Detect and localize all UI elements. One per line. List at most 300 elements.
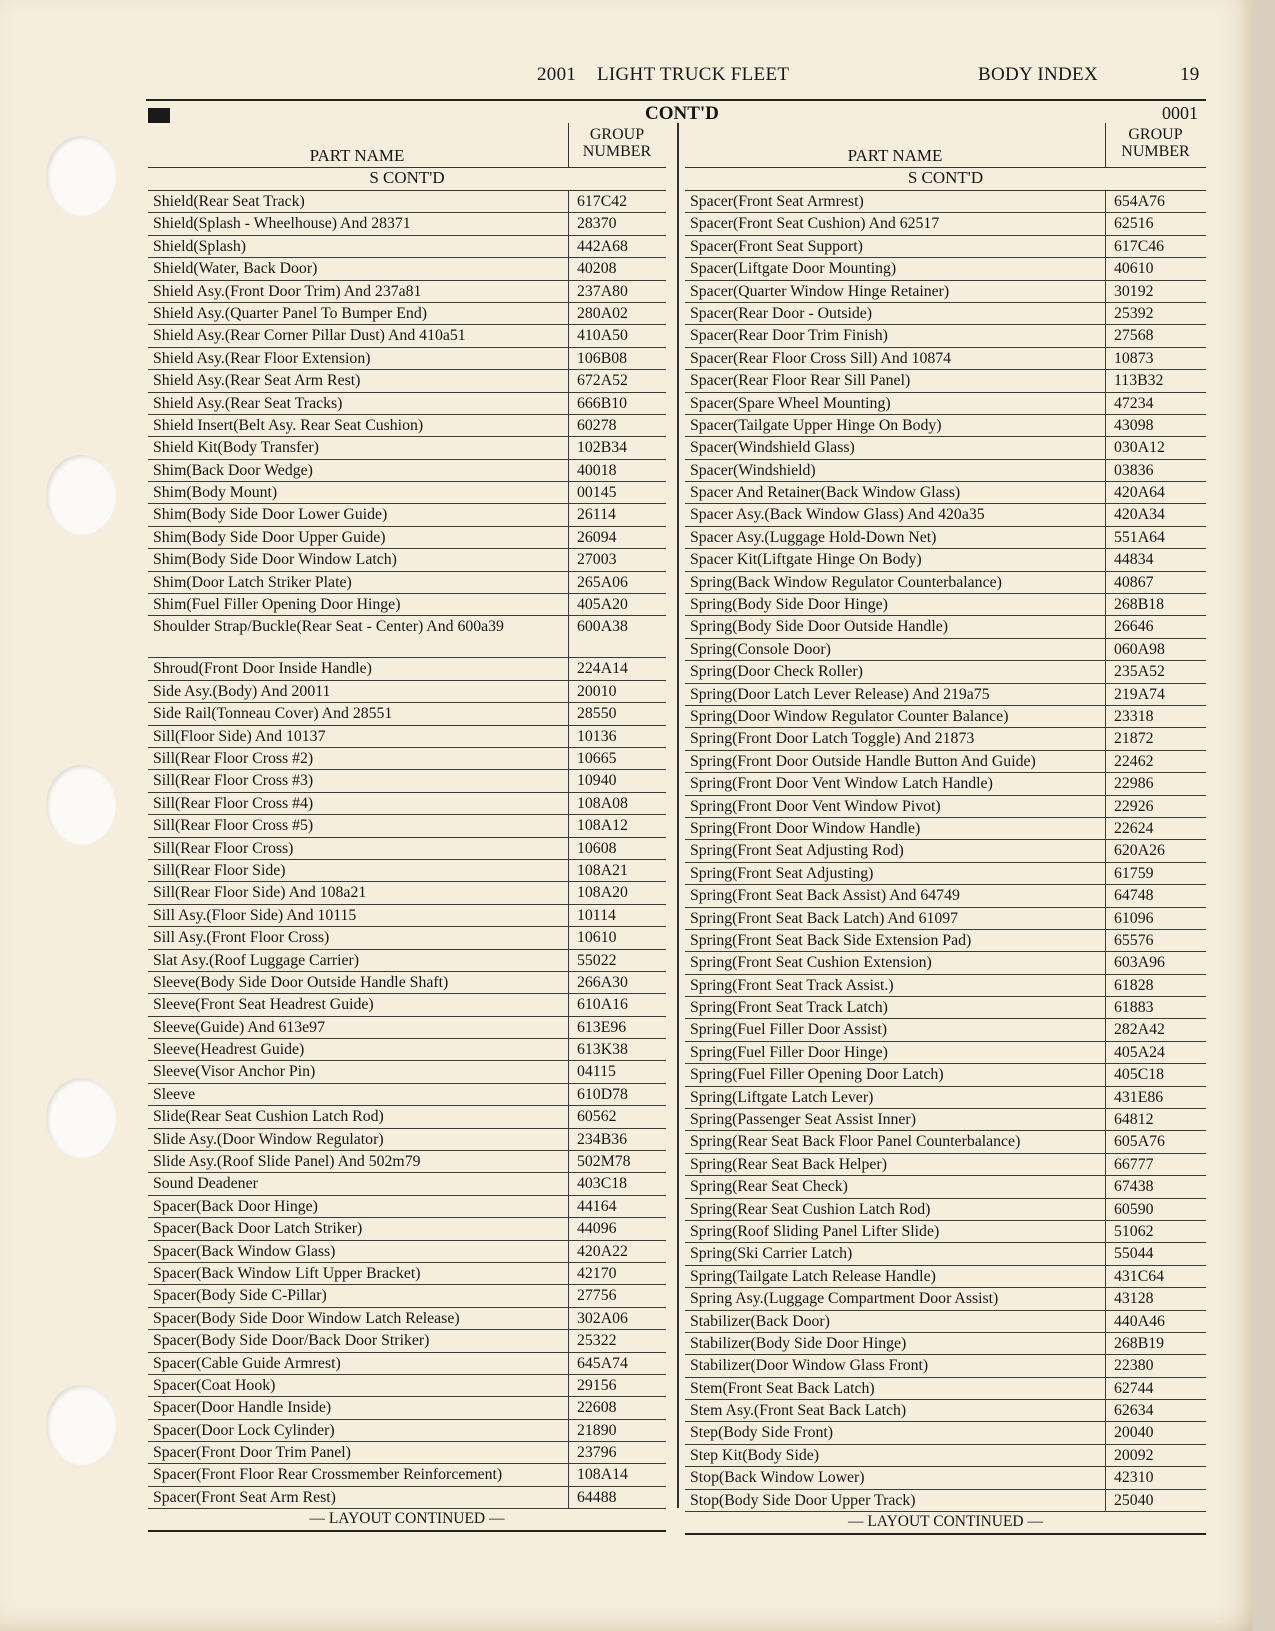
part-name: Spring(Fuel Filler Opening Door Latch) xyxy=(690,1066,944,1084)
column-divider xyxy=(1105,885,1106,906)
table-row xyxy=(148,437,666,459)
table-row xyxy=(148,838,666,860)
table-row xyxy=(685,1490,1206,1512)
group-number: 26114 xyxy=(577,506,616,524)
header-year: 2001 xyxy=(537,64,577,85)
table-row xyxy=(685,1311,1206,1333)
column-divider xyxy=(568,972,569,993)
group-number: 44834 xyxy=(1114,551,1154,569)
group-number-heading xyxy=(568,126,666,160)
part-name: Spring(Front Seat Track Assist.) xyxy=(690,976,894,994)
column-divider xyxy=(1105,818,1106,839)
table-row xyxy=(148,281,666,303)
table-row xyxy=(148,236,666,258)
right-column xyxy=(685,123,1206,1535)
column-divider xyxy=(568,1308,569,1329)
table-row xyxy=(148,1353,666,1375)
group-number: 25322 xyxy=(577,1332,617,1350)
header-rule xyxy=(146,99,1206,101)
part-name: Shield(Water, Back Door) xyxy=(153,260,318,278)
group-number: 20092 xyxy=(1114,1446,1154,1464)
group-number: 282A42 xyxy=(1114,1021,1165,1039)
column-divider xyxy=(568,726,569,747)
table-row xyxy=(685,908,1206,930)
table-row xyxy=(685,482,1206,504)
column-divider xyxy=(568,1487,569,1508)
group-number: 268B19 xyxy=(1114,1334,1165,1352)
part-name: Spacer Asy.(Luggage Hold-Down Net) xyxy=(690,528,937,546)
part-name: Spring(Passenger Seat Assist Inner) xyxy=(690,1111,916,1129)
column-divider xyxy=(568,1061,569,1082)
column-divider xyxy=(1105,1019,1106,1040)
column-divider xyxy=(568,281,569,302)
table-row xyxy=(148,1397,666,1419)
part-name: Stabilizer(Door Window Glass Front) xyxy=(690,1357,929,1375)
part-name: Shield(Rear Seat Track) xyxy=(153,193,305,210)
part-name: Spacer(Tailgate Upper Hinge On Body) xyxy=(690,416,942,434)
table-row xyxy=(148,1241,666,1263)
binder-hole xyxy=(46,455,116,535)
column-divider xyxy=(568,437,569,458)
table-row xyxy=(685,437,1206,459)
column-divider xyxy=(1105,840,1106,861)
column-divider xyxy=(1105,1355,1106,1376)
part-name: Slide Asy.(Roof Slide Panel) And 502m79 xyxy=(153,1153,421,1171)
column-divider xyxy=(1105,661,1106,682)
column-divider xyxy=(1105,393,1106,414)
table-row xyxy=(148,1151,666,1173)
table-row xyxy=(685,236,1206,258)
table-row xyxy=(685,504,1206,526)
group-number: 603A96 xyxy=(1114,954,1165,972)
part-name: Spacer(Quarter Window Hinge Retainer) xyxy=(690,282,950,300)
table-row xyxy=(148,1084,666,1106)
table-row xyxy=(685,773,1206,795)
column-divider xyxy=(1105,975,1106,996)
part-name: Spring(Tailgate Latch Release Handle) xyxy=(690,1267,936,1285)
table-row xyxy=(685,1445,1206,1467)
group-number: 44096 xyxy=(577,1220,617,1238)
column-divider xyxy=(1105,728,1106,749)
part-name: Spring(Fuel Filler Door Hinge) xyxy=(690,1043,888,1061)
table-row xyxy=(148,1106,666,1128)
column-divider xyxy=(568,703,569,724)
group-number: 26646 xyxy=(1114,618,1154,636)
table-row xyxy=(685,1355,1206,1377)
page-edge xyxy=(1252,0,1275,1631)
column-divider xyxy=(568,1420,569,1441)
group-number: 030A12 xyxy=(1114,439,1165,457)
group-number: 62516 xyxy=(1114,215,1154,233)
column-divider xyxy=(568,348,569,369)
group-number: 10136 xyxy=(577,727,617,745)
column-divider xyxy=(568,927,569,948)
column-divider xyxy=(1105,684,1106,705)
table-row xyxy=(148,258,666,280)
table-row xyxy=(685,1378,1206,1400)
group-number: 30192 xyxy=(1114,282,1154,300)
group-number: 60562 xyxy=(577,1108,617,1126)
group-number: 04115 xyxy=(577,1063,616,1081)
group-number: 108A08 xyxy=(577,794,628,812)
part-name: Spacer(Back Window Glass) xyxy=(153,1242,336,1260)
group-number: 610D78 xyxy=(577,1085,628,1103)
column-divider xyxy=(1105,1400,1106,1421)
part-name: Spring(Rear Seat Back Floor Panel Counterbalance) xyxy=(690,1133,1021,1151)
center-divider xyxy=(677,123,679,1508)
group-number: 108A21 xyxy=(577,861,628,879)
table-row xyxy=(148,994,666,1016)
part-name: Spacer(Liftgate Door Mounting) xyxy=(690,260,897,278)
part-name: Spring(Body Side Door Hinge) xyxy=(690,596,888,614)
column-divider xyxy=(568,1375,569,1396)
part-name: Spacer(Front Seat Cushion) And 62517 xyxy=(690,215,940,233)
column-divider xyxy=(568,482,569,503)
table-row xyxy=(685,1400,1206,1422)
group-number: 613K38 xyxy=(577,1041,628,1059)
group-number: 551A64 xyxy=(1114,528,1165,546)
part-name: Spring(Front Door Vent Window Pivot) xyxy=(690,797,941,815)
part-name: Side Rail(Tonneau Cover) And 28551 xyxy=(153,705,393,723)
group-heading-line1: GROUP xyxy=(589,126,645,143)
part-name: Shield Asy.(Rear Corner Pillar Dust) And 410a51 xyxy=(153,327,466,345)
column-divider xyxy=(568,504,569,525)
table-row xyxy=(685,1176,1206,1198)
column-divider xyxy=(1105,997,1106,1018)
table-row xyxy=(685,1243,1206,1265)
part-name: Sill(Rear Floor Cross #4) xyxy=(153,794,314,812)
part-name: Spacer(Front Seat Arm Rest) xyxy=(153,1488,336,1506)
part-name: Spring(Door Check Roller) xyxy=(690,663,863,681)
group-number: 20040 xyxy=(1114,1424,1154,1442)
header-title: LIGHT TRUCK FLEET xyxy=(597,64,790,85)
group-number: 645A74 xyxy=(577,1354,628,1372)
group-number: 64812 xyxy=(1114,1111,1154,1129)
table-row xyxy=(148,504,666,526)
group-number: 234B36 xyxy=(577,1130,628,1148)
part-name: Sleeve xyxy=(153,1085,196,1103)
page-number: 19 xyxy=(1180,64,1200,85)
group-number: 403C18 xyxy=(577,1175,628,1193)
table-row xyxy=(148,927,666,949)
group-number: 605A76 xyxy=(1114,1133,1165,1151)
group-number: 29156 xyxy=(577,1376,617,1394)
part-name: Spacer Kit(Liftgate Hinge On Body) xyxy=(690,551,922,569)
column-divider xyxy=(1105,773,1106,794)
part-name: Spring(Roof Sliding Panel Lifter Slide) xyxy=(690,1222,940,1240)
column-divider xyxy=(1105,572,1106,593)
column-divider xyxy=(568,793,569,814)
group-number: 51062 xyxy=(1114,1222,1154,1240)
group-number: 666B10 xyxy=(577,394,628,412)
group-number: 21872 xyxy=(1114,730,1154,748)
table-row xyxy=(685,303,1206,325)
part-name: Spacer(Door Handle Inside) xyxy=(153,1399,332,1417)
table-row xyxy=(148,213,666,235)
group-number: 22624 xyxy=(1114,819,1154,837)
part-name: Spring(Front Seat Adjusting) xyxy=(690,864,874,882)
column-divider xyxy=(1105,1087,1106,1108)
part-name: Spacer(Rear Door - Outside) xyxy=(690,304,873,322)
part-name: Spacer(Body Side Door Window Latch Release) xyxy=(153,1309,460,1327)
table-row xyxy=(148,1420,666,1442)
group-number: 442A68 xyxy=(577,237,628,255)
table-row xyxy=(685,1042,1206,1064)
contd-title: CONT'D xyxy=(645,103,719,124)
table-row xyxy=(685,1333,1206,1355)
group-number: 60590 xyxy=(1114,1200,1154,1218)
table-row xyxy=(685,639,1206,661)
column-divider xyxy=(1105,796,1106,817)
part-name: Side Asy.(Body) And 20011 xyxy=(153,682,331,700)
column-divider xyxy=(568,1263,569,1284)
group-number: 28370 xyxy=(577,215,617,233)
part-name: Spring(Front Door Vent Window Latch Handle) xyxy=(690,775,993,793)
group-number: 55022 xyxy=(577,951,617,969)
group-number: 10114 xyxy=(577,906,616,924)
part-name: Spacer(Front Seat Support) xyxy=(690,237,863,255)
part-name: Spacer(Windshield Glass) xyxy=(690,439,855,457)
column-divider xyxy=(568,1241,569,1262)
part-name: Spacer(Front Floor Rear Crossmember Reinforcement) xyxy=(153,1466,503,1484)
table-row xyxy=(685,1288,1206,1310)
group-number: 10873 xyxy=(1114,349,1154,367)
part-name: Shield Kit(Body Transfer) xyxy=(153,439,319,457)
part-name: Shield Asy.(Rear Seat Tracks) xyxy=(153,394,343,412)
group-number: 65576 xyxy=(1114,931,1154,949)
group-number: 26094 xyxy=(577,528,617,546)
part-name-heading: PART NAME xyxy=(309,146,405,165)
column-divider xyxy=(1105,236,1106,257)
group-number: 55044 xyxy=(1114,1245,1154,1263)
table-row xyxy=(148,1218,666,1240)
part-name: Shield(Splash) xyxy=(153,237,247,255)
column-divider xyxy=(568,1353,569,1374)
table-row xyxy=(685,1064,1206,1086)
group-number: 268B18 xyxy=(1114,596,1165,614)
part-name: Spring(Front Seat Adjusting Rod) xyxy=(690,842,904,860)
table-row xyxy=(685,930,1206,952)
group-number: 280A02 xyxy=(577,304,628,322)
group-number: 617C42 xyxy=(577,193,628,210)
group-number: 60278 xyxy=(577,416,617,434)
table-row xyxy=(685,684,1206,706)
table-row xyxy=(148,1061,666,1083)
table-row xyxy=(685,840,1206,862)
column-divider xyxy=(1105,1243,1106,1264)
part-name: Shim(Fuel Filler Opening Door Hinge) xyxy=(153,596,401,614)
column-divider xyxy=(1105,1131,1106,1152)
part-name: Shroud(Front Door Inside Handle) xyxy=(153,660,372,678)
part-name: Spacer(Rear Door Trim Finish) xyxy=(690,327,888,345)
group-number: 40867 xyxy=(1114,573,1154,591)
column-divider xyxy=(1105,482,1106,503)
column-divider xyxy=(1105,1333,1106,1354)
table-row xyxy=(685,706,1206,728)
table-row xyxy=(148,616,666,658)
group-number: 102B34 xyxy=(577,439,628,457)
table-row xyxy=(685,527,1206,549)
column-divider xyxy=(1105,460,1106,481)
column-divider xyxy=(568,860,569,881)
part-name: Stop(Body Side Door Upper Track) xyxy=(690,1491,916,1509)
part-name: Spring(Front Door Latch Toggle) And 21873 xyxy=(690,730,975,748)
group-number: 420A22 xyxy=(577,1242,628,1260)
table-row xyxy=(148,1017,666,1039)
column-divider xyxy=(1105,1378,1106,1399)
group-number: 302A06 xyxy=(577,1309,628,1327)
part-name: Stem(Front Seat Back Latch) xyxy=(690,1379,875,1397)
column-divider xyxy=(1105,706,1106,727)
part-name: Shield Insert(Belt Asy. Rear Seat Cushion) xyxy=(153,416,424,434)
part-name: Sleeve(Body Side Door Outside Handle Shaft) xyxy=(153,973,449,991)
group-number: 66777 xyxy=(1114,1155,1154,1173)
table-row xyxy=(685,1467,1206,1489)
part-name: Sill Asy.(Front Floor Cross) xyxy=(153,929,330,947)
column-divider xyxy=(1105,213,1106,234)
part-name: Spacer(Body Side C-Pillar) xyxy=(153,1287,327,1305)
column-divider xyxy=(568,1442,569,1463)
column-divider xyxy=(568,527,569,548)
group-number: 610A16 xyxy=(577,996,628,1014)
part-name: Spring Asy.(Luggage Compartment Door Assist) xyxy=(690,1290,999,1308)
table-row xyxy=(685,728,1206,750)
table-row xyxy=(148,572,666,594)
column-divider xyxy=(1105,952,1106,973)
part-name: Spacer(Back Door Latch Striker) xyxy=(153,1220,363,1238)
group-number: 420A34 xyxy=(1114,506,1165,524)
part-name: Sleeve(Visor Anchor Pin) xyxy=(153,1063,316,1081)
part-name: Spacer And Retainer(Back Window Glass) xyxy=(690,484,961,502)
group-number: 440A46 xyxy=(1114,1312,1165,1330)
group-number: 27756 xyxy=(577,1287,617,1305)
group-number: 420A64 xyxy=(1114,484,1165,502)
part-name: Shim(Body Mount) xyxy=(153,484,278,502)
table-row xyxy=(148,1330,666,1352)
table-row xyxy=(685,997,1206,1019)
group-number: 224A14 xyxy=(577,660,628,678)
group-number: 43098 xyxy=(1114,416,1154,434)
table-row xyxy=(148,860,666,882)
left-rows xyxy=(148,191,666,1509)
table-row xyxy=(685,885,1206,907)
part-name: Spacer(Cable Guide Armrest) xyxy=(153,1354,341,1372)
table-row xyxy=(148,1308,666,1330)
part-name: Spring(Ski Carrier Latch) xyxy=(690,1245,853,1263)
column-divider xyxy=(568,549,569,570)
part-name: Spacer(Windshield) xyxy=(690,461,816,479)
part-name: Spring(Front Seat Back Assist) And 64749 xyxy=(690,887,960,905)
group-number: 40208 xyxy=(577,260,617,278)
column-divider xyxy=(1105,370,1106,391)
table-row xyxy=(685,393,1206,415)
part-name: Spacer(Rear Floor Cross Sill) And 10874 xyxy=(690,349,952,367)
group-number: 20010 xyxy=(577,682,617,700)
column-divider xyxy=(568,815,569,836)
column-divider xyxy=(568,950,569,971)
group-number: 108A20 xyxy=(577,884,628,902)
group-number: 21890 xyxy=(577,1421,617,1439)
part-name: Shim(Back Door Wedge) xyxy=(153,461,313,479)
column-divider xyxy=(1105,1467,1106,1488)
layout-continued: — LAYOUT CONTINUED — xyxy=(685,1512,1206,1535)
group-number: 42310 xyxy=(1114,1469,1154,1487)
table-row xyxy=(148,1487,666,1509)
group-number: 03836 xyxy=(1114,461,1154,479)
table-row xyxy=(148,1442,666,1464)
column-divider xyxy=(568,1464,569,1485)
column-divider xyxy=(1105,1288,1106,1309)
table-row xyxy=(685,1131,1206,1153)
table-row xyxy=(685,818,1206,840)
column-divider xyxy=(568,303,569,324)
column-divider xyxy=(568,594,569,615)
column-divider xyxy=(1105,1176,1106,1197)
group-number: 22462 xyxy=(1114,752,1154,770)
part-name: Spring(Liftgate Latch Lever) xyxy=(690,1088,874,1106)
table-row xyxy=(148,748,666,770)
table-row xyxy=(685,460,1206,482)
table-row xyxy=(148,770,666,792)
part-name: Stem Asy.(Front Seat Back Latch) xyxy=(690,1402,907,1420)
part-name: Spacer(Front Seat Armrest) xyxy=(690,193,864,210)
column-divider xyxy=(568,1330,569,1351)
column-divider xyxy=(1105,1490,1106,1511)
column-divider xyxy=(1105,1422,1106,1443)
column-divider xyxy=(568,616,569,657)
part-name: Sill(Rear Floor Cross #2) xyxy=(153,749,314,767)
table-row xyxy=(685,661,1206,683)
table-row xyxy=(685,594,1206,616)
column-divider xyxy=(1105,281,1106,302)
table-row xyxy=(685,1266,1206,1288)
group-number: 613E96 xyxy=(577,1018,627,1036)
table-row xyxy=(685,796,1206,818)
table-row xyxy=(685,952,1206,974)
column-divider xyxy=(568,1196,569,1217)
table-row xyxy=(685,1221,1206,1243)
binder-hole xyxy=(46,136,116,216)
column-divider xyxy=(1105,1266,1106,1287)
table-row xyxy=(148,549,666,571)
part-name: Stabilizer(Back Door) xyxy=(690,1312,830,1330)
column-divider xyxy=(1105,1221,1106,1242)
table-row xyxy=(685,975,1206,997)
column-divider xyxy=(568,1218,569,1239)
table-row xyxy=(685,572,1206,594)
group-number: 67438 xyxy=(1114,1178,1154,1196)
part-name: Sill(Rear Floor Cross #5) xyxy=(153,817,314,835)
group-number: 431E86 xyxy=(1114,1088,1164,1106)
part-name: Spacer(Spare Wheel Mounting) xyxy=(690,394,891,412)
group-number: 502M78 xyxy=(577,1153,631,1171)
left-column-header xyxy=(148,123,666,168)
column-divider xyxy=(1105,639,1106,660)
table-row xyxy=(148,681,666,703)
part-name: Sill(Rear Floor Cross #3) xyxy=(153,772,314,790)
group-number: 405A24 xyxy=(1114,1043,1165,1061)
column-divider xyxy=(1105,191,1106,212)
part-name: Spacer(Rear Floor Rear Sill Panel) xyxy=(690,372,911,390)
table-row xyxy=(148,950,666,972)
part-name: Shield(Splash - Wheelhouse) And 28371 xyxy=(153,215,411,233)
group-number: 43128 xyxy=(1114,1290,1154,1308)
table-row xyxy=(148,1285,666,1307)
part-name: Spacer Asy.(Back Window Glass) And 420a35 xyxy=(690,506,985,524)
part-name: Stop(Back Window Lower) xyxy=(690,1469,865,1487)
table-row xyxy=(148,726,666,748)
table-row xyxy=(148,482,666,504)
